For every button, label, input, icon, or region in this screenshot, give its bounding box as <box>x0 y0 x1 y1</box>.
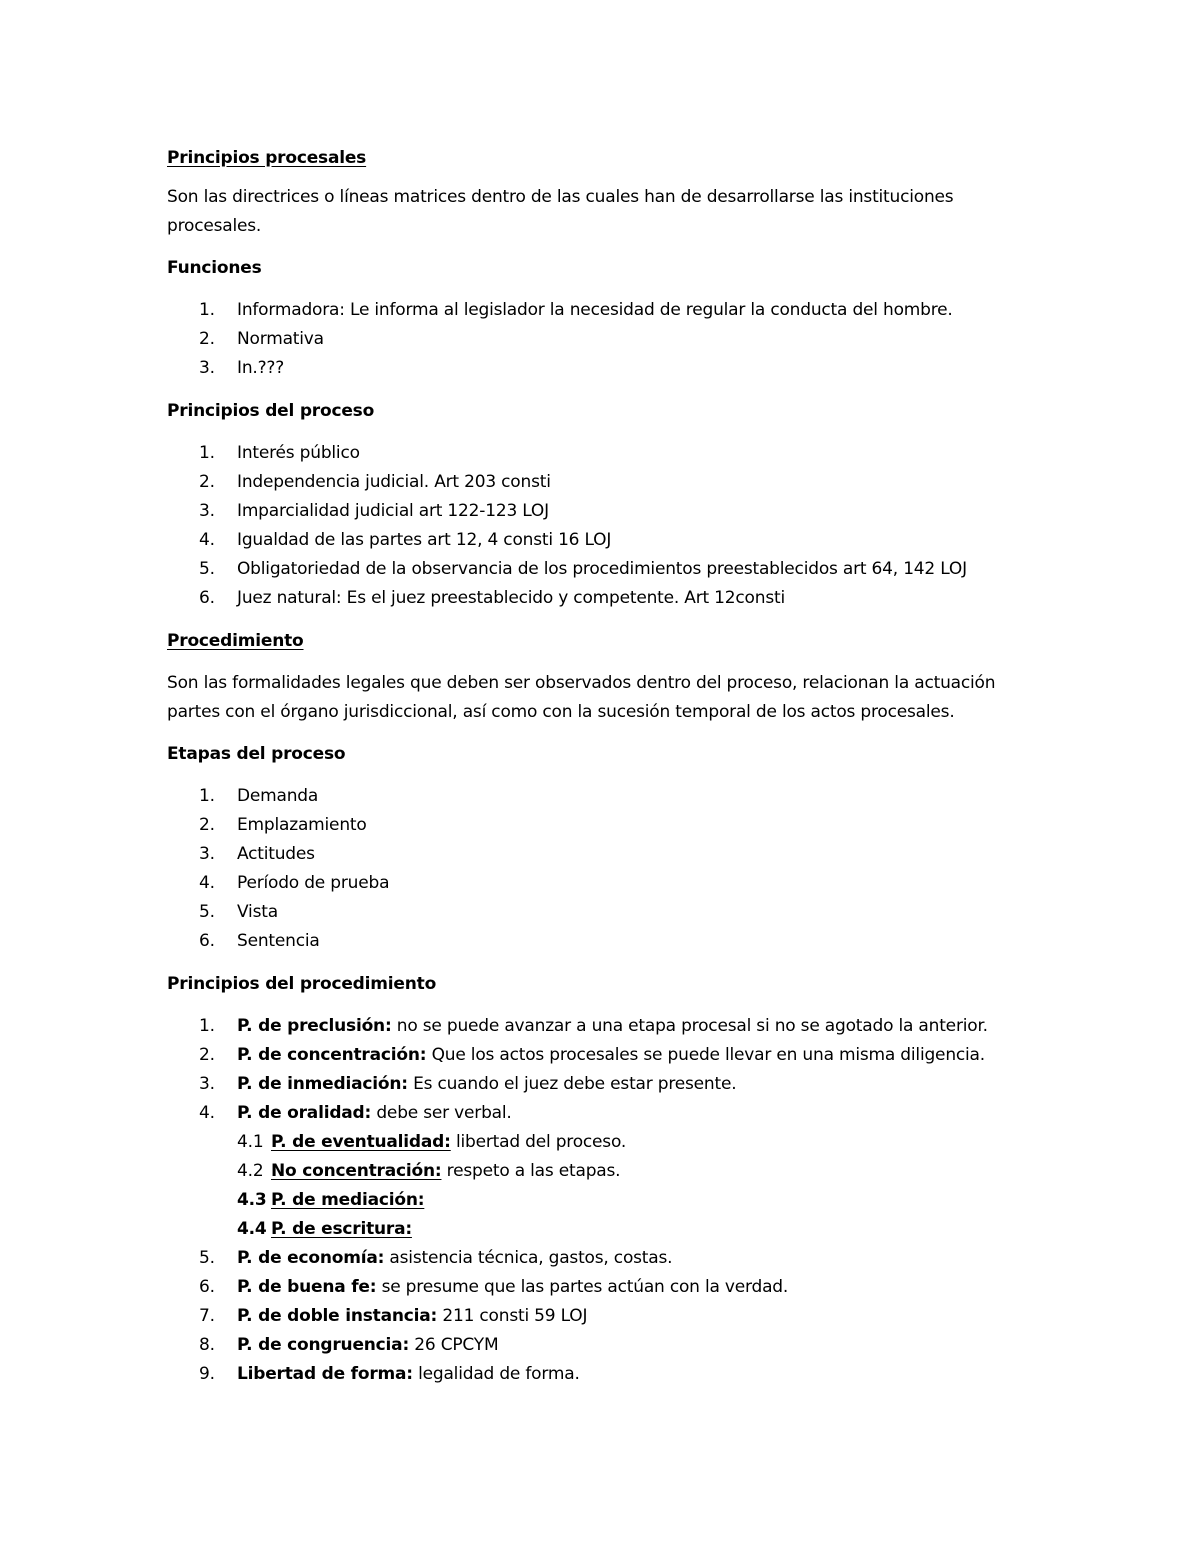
list-item: 3. P. de inmediación: Es cuando el juez debe estar presente. <box>199 1074 737 1094</box>
sub-list-item: 4.1 P. de eventualidad: libertad del proceso. <box>237 1132 627 1152</box>
principios-procedimiento-list <box>167 1012 1047 1389</box>
sub-list-item: 4.4 P. de escritura: <box>237 1219 412 1239</box>
list-item: 6. Sentencia <box>199 931 320 951</box>
list-item: 6. Juez natural: Es el juez preestablecido y competente. Art 12consti <box>199 588 785 608</box>
list-item: 4. Período de prueba <box>199 873 390 893</box>
list-item: 7. P. de doble instancia: 211 consti 59 LOJ <box>199 1306 588 1326</box>
list-item: 8. P. de congruencia: 26 CPCYM <box>199 1335 499 1355</box>
list-item: 4. Igualdad de las partes art 12, 4 consti 16 LOJ <box>199 530 612 550</box>
principios-proceso-list <box>167 439 1047 613</box>
list-item: 1. Interés público <box>199 443 360 463</box>
document-page <box>167 144 1047 1389</box>
section-title-procedimiento: Procedimiento <box>167 631 304 651</box>
list-item: 1. P. de preclusión: no se puede avanzar a una etapa procesal si no se agotado la anterior. <box>199 1016 988 1036</box>
list-item: 1. Informadora: Le informa al legislador la necesidad de regular la conducta del hombre. <box>199 300 953 320</box>
definition-procedimiento: Son las formalidades legales que deben ser observados dentro del proceso, relacionan la actuación partes con el órgano jurisdiccional, así como con la sucesión temporal de los actos procesales. <box>167 673 996 722</box>
list-item: 4. P. de oralidad: debe ser verbal. <box>199 1103 512 1123</box>
section-title-principios-del-proceso: Principios del proceso <box>167 401 375 421</box>
sub-list-item: 4.3 P. de mediación: <box>237 1190 425 1210</box>
list-item: 1. Demanda <box>199 786 319 806</box>
section-title-etapas: Etapas del proceso <box>167 744 346 764</box>
list-item: 5. P. de economía: asistencia técnica, gastos, costas. <box>199 1248 673 1268</box>
section-title-principios-procesales: Principios procesales <box>167 148 367 168</box>
list-item: 5. Vista <box>199 902 278 922</box>
list-item: 2. Emplazamiento <box>199 815 367 835</box>
list-item: 3. Imparcialidad judicial art 122-123 LOJ <box>199 501 549 521</box>
definition-principios-procesales: Son las directrices o líneas matrices dentro de las cuales han de desarrollarse las instituciones procesales. <box>167 187 954 236</box>
sub-list-item: 4.2 No concentración: respeto a las etapas. <box>237 1161 621 1181</box>
list-item: 5. Obligatoriedad de la observancia de los procedimientos preestablecidos art 64, 142 LOJ <box>199 559 967 579</box>
list-item: 9. Libertad de forma: legalidad de forma. <box>199 1364 580 1384</box>
list-item: 6. P. de buena fe: se presume que las partes actúan con la verdad. <box>199 1277 789 1297</box>
list-item: 2. P. de concentración: Que los actos procesales se puede llevar en una misma diligencia. <box>199 1045 985 1065</box>
list-item: 3. In.??? <box>199 358 285 378</box>
section-title-funciones: Funciones <box>167 258 262 278</box>
list-item: 3. Actitudes <box>199 844 315 864</box>
etapas-list <box>167 782 1047 956</box>
funciones-list <box>167 296 1047 383</box>
section-title-principios-procedimiento: Principios del procedimiento <box>167 974 437 994</box>
list-item: 2. Independencia judicial. Art 203 consti <box>199 472 551 492</box>
list-item: 2. Normativa <box>199 329 324 349</box>
